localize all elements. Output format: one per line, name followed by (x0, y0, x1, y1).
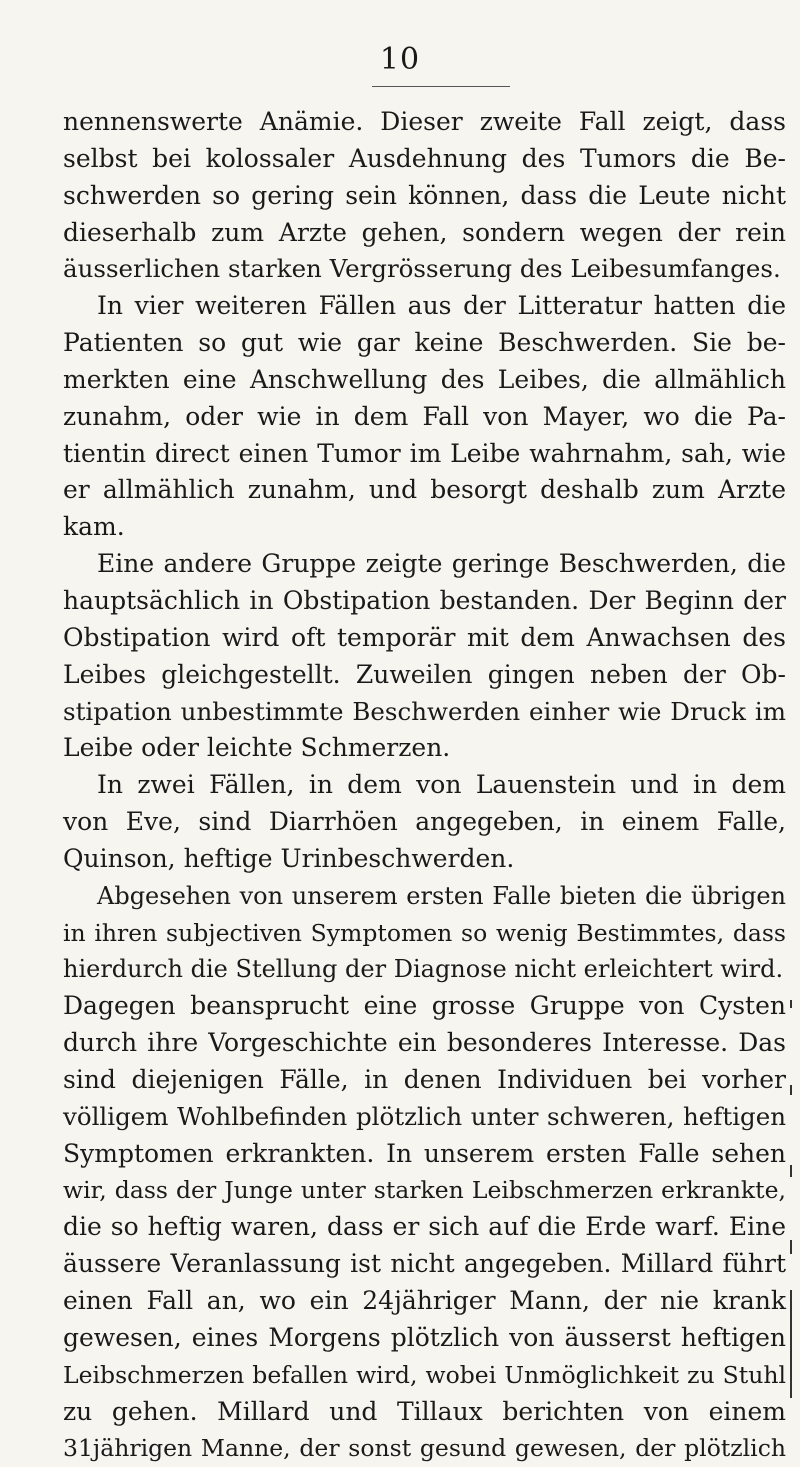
text-line: durch ihre Vorgeschichte ein besonderes Interesse. Das (63, 1028, 786, 1058)
text-line: hauptsächlich in Obstipation bestanden. Der Beginn der (63, 585, 786, 615)
page-number: 10 (379, 42, 421, 77)
text-line: In vier weiteren Fällen aus der Litteratur hatten die (97, 291, 786, 321)
text-line: sind diejenigen Fälle, in denen Individuen bei vorher (63, 1064, 786, 1094)
text-line: er allmählich zunahm, und besorgt deshalb zum Arzte (63, 475, 786, 505)
scan-edge-mark (790, 1085, 792, 1095)
text-line: äusserlichen starken Vergrösserung des Leibesumfanges. (63, 254, 781, 284)
text-line: Eine andere Gruppe zeigte geringe Beschwerden, die (97, 549, 786, 579)
text-line: Quinson, heftige Urinbeschwerden. (63, 843, 515, 873)
text-line: von Eve, sind Diarrhöen angegeben, in einem Falle, (63, 807, 786, 837)
text-line: einen Fall an, wo ein 24jähriger Mann, der nie krank (63, 1286, 786, 1315)
text-line: Patienten so gut wie gar keine Beschwerden. Sie be- (63, 328, 786, 358)
text-line: Abgesehen von unserem ersten Falle bieten die übrigen (97, 881, 786, 910)
text-line: in ihren subjectiven Symptomen so wenig Bestimmtes, dass (63, 918, 786, 947)
text-line: die so heftig waren, dass er sich auf die Erde warf. Eine (63, 1212, 786, 1242)
text-line: schwerden so gering sein können, dass die Leute nicht (63, 180, 786, 210)
text-line: dieserhalb zum Arzte gehen, sondern wegen der rein (63, 217, 786, 247)
text-line: 31jährigen Manne, der sonst gesund gewesen, der plötzlich (63, 1434, 786, 1463)
text-line: Leibe oder leichte Schmerzen. (63, 733, 451, 763)
text-line: Dagegen beansprucht eine grosse Gruppe von Cysten (63, 991, 786, 1021)
header-rule (372, 86, 510, 87)
text-line: völligem Wohlbefinden plötzlich unter schweren, heftigen (63, 1101, 786, 1131)
text-line: zu gehen. Millard und Tillaux berichten von einem (63, 1396, 786, 1426)
text-line: hierdurch die Stellung der Diagnose nicht erleichtert wird. (63, 955, 784, 984)
text-line: stipation unbestimmte Beschwerden einher wie Druck im (63, 696, 786, 726)
text-line: zunahm, oder wie in dem Fall von Mayer, wo die Pa- (63, 401, 786, 431)
text-line: selbst bei kolossaler Ausdehnung des Tumors die Be- (63, 143, 786, 173)
text-line: nennenswerte Anämie. Dieser zweite Fall zeigt, dass (63, 107, 786, 136)
text-line: kam. (63, 512, 125, 542)
text-line: Obstipation wird oft temporär mit dem Anwachsen des (63, 622, 786, 652)
body-text (63, 104, 786, 1467)
text-line: tientin direct einen Tumor im Leibe wahrnahm, sah, wie (63, 438, 786, 468)
text-line: Leibschmerzen befallen wird, wobei Unmöglichkeit zu Stuhl (63, 1360, 786, 1389)
text-line: Symptomen erkrankten. In unserem ersten Falle sehen (63, 1138, 786, 1168)
text-line: merkten eine Anschwellung des Leibes, die allmählich (63, 364, 786, 394)
text-line: Leibes gleichgestellt. Zuweilen gingen neben der Ob- (63, 659, 786, 689)
scan-edge-mark (790, 1290, 792, 1398)
scan-edge-mark (790, 1000, 792, 1008)
text-line: gewesen, eines Morgens plötzlich von äusserst heftigen (63, 1322, 786, 1352)
text-line: äussere Veranlassung ist nicht angegeben. Millard führt (63, 1249, 786, 1279)
text-line: In zwei Fällen, in dem von Lauenstein und in dem (97, 770, 786, 800)
scan-edge-mark (790, 1240, 792, 1254)
text-line: wir, dass der Junge unter starken Leibschmerzen erkrankte, (63, 1176, 786, 1205)
scan-edge-mark (790, 1165, 792, 1177)
